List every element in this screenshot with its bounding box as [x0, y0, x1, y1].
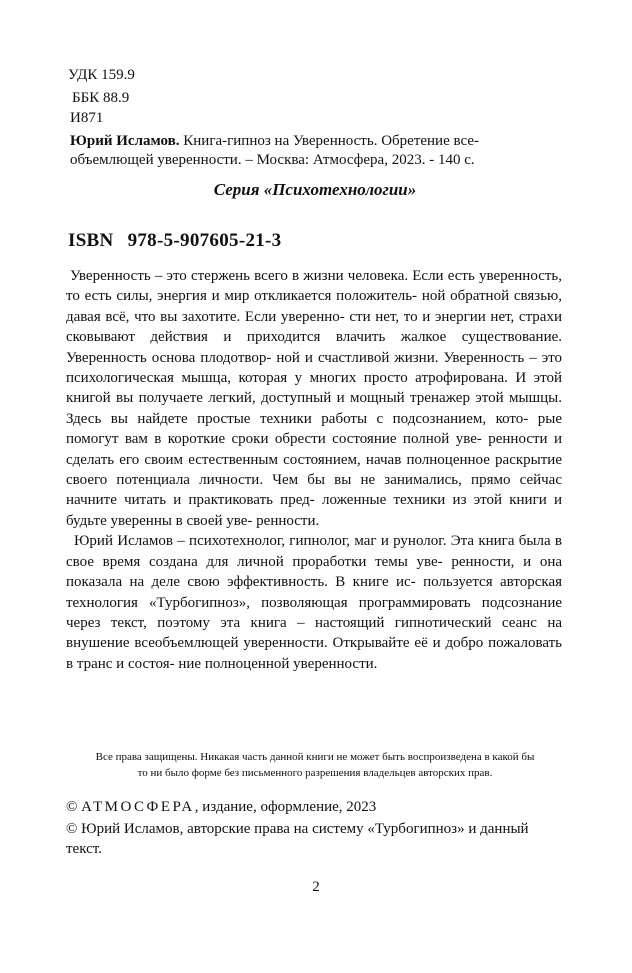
copyright-symbol: ©	[66, 799, 78, 815]
abstract-line: ренности и сделать его своим естественным состоянием, начав	[66, 431, 562, 468]
abstract-line: ренности, и она показала на деле свою эффективность. В книге ис-	[66, 553, 562, 591]
rights-notice	[66, 749, 564, 781]
abstract-line: ренности.	[256, 512, 320, 529]
udk-code: УДК 159.9	[68, 67, 135, 83]
publisher-name: АТМОСФЕРА	[81, 799, 195, 815]
isbn-label: ISBN	[68, 230, 114, 251]
abstract-line: уверенности. Открывайте её и добро пожаловать в транс и состоя-	[66, 635, 563, 672]
copyright-publisher-rest: , издание, оформление, 2023	[194, 799, 377, 815]
abstract-line: ной обратной связью, давая всё, что вы захотите. Если уверенно-	[66, 288, 563, 325]
abstract-line: программировать подсознание через текст, поэтому эта книга –	[66, 594, 563, 631]
page-number: 2	[312, 879, 320, 895]
rights-line-2: то ни было форме без письменного разрешения владельцев авторских прав.	[137, 767, 493, 779]
series-title: Серия «Психотехнологии»	[213, 180, 417, 199]
abstract-line: книга была в свое время создана для личной проработки темы уве-	[66, 533, 563, 570]
isbn-number: 978-5-907605-21-3	[127, 230, 282, 251]
abstract-line: влачить жалкое существование. Уверенность основа плодотвор-	[66, 329, 563, 366]
abstract	[66, 266, 562, 674]
abstract-line: пользуется авторская технология «Турбогипноз», позволяющая	[66, 574, 562, 611]
abstract-line: уверенность, то есть силы, энергия и мир откликается положитель-	[66, 268, 563, 305]
isbn	[68, 230, 281, 252]
abstract-line: сти нет, то и энергии нет, страхи сковывают действия и приходится	[66, 308, 562, 346]
biblio-author: Юрий Исламов.	[70, 133, 180, 149]
abstract-line: Здесь вы найдете простые техники работы с подсознанием, кото-	[66, 410, 529, 427]
bbk-code: ББК 88.9	[72, 90, 130, 106]
biblio-line-1	[70, 132, 560, 151]
biblio-line-2: объемлющей уверенности. – Москва: Атмосфера, 2023. - 140 с.	[70, 152, 475, 168]
copyright-author-line-2: текст.	[66, 841, 102, 857]
abstract-line: ной и счастливой жизни. Уверенность – это психологическая	[66, 349, 563, 387]
abstract-paragraph-2	[66, 531, 562, 674]
abstract-line: мышца, которая у многих просто атрофирована. И этой книгой вы	[66, 370, 562, 407]
bibliographic-record	[70, 132, 560, 170]
biblio-title: Книга-гипноз на Уверенность. Обретение все-	[179, 133, 479, 149]
abstract-line: получаете легкий, доступный и мощный тренажер этой мышцы.	[138, 390, 563, 407]
copyright-author	[66, 819, 564, 859]
abstract-line: полноценное раскрытие своего потенциала личности. Чем бы вы	[66, 451, 562, 489]
abstract-line: не занимались, прямо сейчас начните читать и практиковать пред-	[66, 472, 562, 509]
abstract-line: настоящий гипнотический сеанс на внушение всеобъемлющей	[66, 614, 562, 652]
copyright-publisher	[66, 797, 564, 817]
abstract-paragraph-1	[66, 266, 562, 531]
abstract-line: ложенные техники из этой книги и будьте уверенны в своей уве-	[66, 492, 563, 529]
copyright-author-line-1: © Юрий Исламов, авторские права на систему «Турбогипноз» и данный	[66, 821, 529, 837]
abstract-line: Уверенность – это стержень всего в жизни человека. Если есть	[70, 268, 475, 284]
abstract-line: Юрий Исламов – психотехнолог, гипнолог, маг и рунолог. Эта	[74, 533, 475, 550]
abstract-line: ние полноценной уверенности.	[178, 655, 378, 672]
rights-line-1: Все права защищены. Никакая часть данной книги не может быть воспроизведена в какой бы	[95, 751, 535, 763]
author-mark: И871	[70, 110, 104, 126]
abstract-line: рые помогут вам в короткие сроки обрести состояние полной уве-	[66, 410, 562, 448]
